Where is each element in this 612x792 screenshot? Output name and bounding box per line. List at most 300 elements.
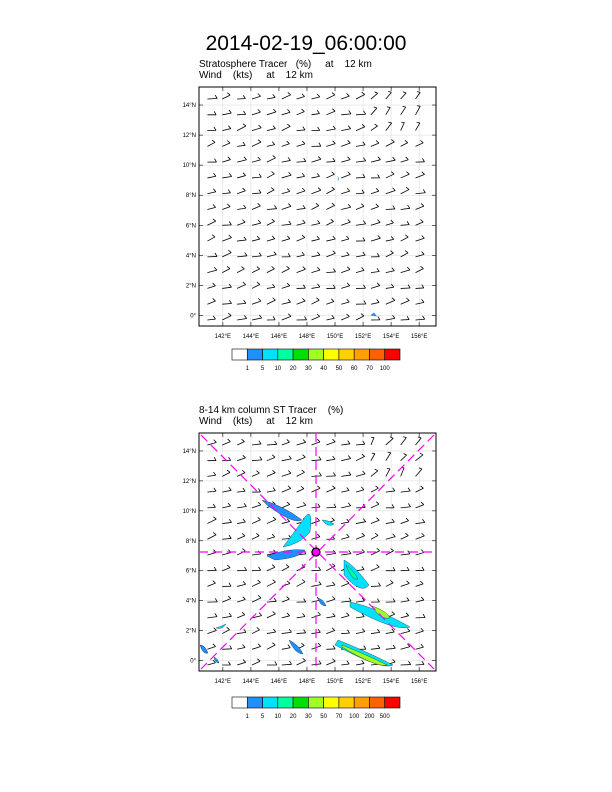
wind-barb	[356, 456, 365, 460]
wind-barb	[207, 98, 217, 99]
wind-barb-flag	[215, 613, 217, 616]
wind-barb	[341, 239, 349, 241]
colorbar-label: 60	[350, 366, 358, 372]
wind-barb	[252, 554, 261, 555]
wind-barb	[207, 491, 216, 492]
wind-barb-flag	[349, 111, 351, 114]
wind-barb-flag	[317, 486, 320, 488]
wind-barb-flag	[317, 534, 320, 537]
tracer-contour	[318, 598, 326, 606]
wind-barb-flag	[241, 267, 244, 269]
tracer-contour	[267, 550, 305, 560]
lat-tick-label: 4°N	[185, 598, 196, 605]
wind-barb	[356, 536, 365, 540]
wind-barb-flag	[347, 661, 349, 664]
wind-barb	[326, 442, 335, 445]
wind-barb	[222, 552, 231, 555]
colorbar-swatch	[293, 697, 308, 708]
wind-barb	[297, 130, 305, 131]
wind-barb	[252, 112, 260, 115]
colorbar-swatch	[232, 349, 247, 360]
wind-barb-flag	[213, 219, 216, 221]
lat-tick-label: 8°N	[185, 538, 196, 545]
wind-barb-flag	[257, 659, 260, 661]
wind-barb	[267, 239, 275, 241]
wind-barb	[207, 237, 215, 241]
wind-barb-flag	[332, 518, 335, 521]
wind-barb-flag	[230, 645, 232, 648]
wind-barb	[222, 442, 230, 445]
wind-barb-flag	[287, 581, 290, 584]
wind-barb-flag	[408, 285, 410, 288]
wind-barb	[207, 442, 216, 445]
wind-barb-flag	[362, 629, 364, 632]
lon-tick-label: 146°E	[270, 679, 288, 685]
wind-barb	[282, 95, 291, 99]
wind-barb	[222, 193, 230, 194]
wind-barb	[222, 287, 231, 288]
wind-barb-flag	[213, 504, 215, 507]
wind-barb-flag	[213, 644, 216, 647]
wind-barb-flag	[272, 266, 275, 268]
tracer-contour	[342, 645, 387, 665]
wind-barb	[371, 504, 379, 508]
wind-barb	[386, 160, 395, 162]
wind-barb	[326, 302, 334, 305]
wind-barb-flag	[318, 188, 321, 191]
wind-barb	[252, 177, 261, 178]
wind-barb	[401, 536, 409, 540]
wind-barb	[222, 630, 229, 634]
wind-barb	[282, 473, 291, 476]
wind-barb	[401, 554, 410, 555]
wind-barb-flag	[258, 595, 261, 597]
wind-barb	[401, 208, 410, 209]
wind-barb-flag	[213, 189, 216, 192]
wind-barb-flag	[361, 204, 364, 207]
wind-barb-flag	[406, 613, 409, 616]
wind-barb-flag	[387, 107, 390, 108]
wind-barb	[252, 284, 260, 288]
wind-barb-flag	[422, 299, 424, 302]
wind-barb-flag	[258, 502, 261, 505]
wind-barb	[356, 145, 365, 147]
wind-barb-flag	[214, 111, 216, 114]
wind-barb-flag	[228, 190, 230, 193]
wind-barb	[237, 208, 246, 209]
wind-barb	[371, 143, 379, 146]
wind-barb	[371, 160, 381, 162]
wind-barb-flag	[391, 140, 394, 142]
wind-barb	[222, 129, 231, 131]
wind-barb-flag	[259, 567, 261, 570]
wind-barb	[267, 300, 276, 304]
wind-barb	[237, 303, 246, 304]
colorbar-label: 5	[260, 366, 265, 372]
wind-barb	[222, 207, 230, 210]
tracer-contour	[370, 312, 377, 316]
wind-barb-flag	[213, 517, 216, 519]
wind-barb	[222, 238, 231, 241]
wind-barb-flag	[376, 188, 379, 191]
wind-barb-flag	[333, 646, 335, 649]
wind-barb-flag	[422, 252, 425, 255]
tracer-contour	[338, 176, 339, 182]
wind-barb-flag	[303, 502, 306, 505]
wind-barb	[341, 616, 349, 618]
lat-tick-label: 0°	[190, 658, 196, 665]
wind-barb-flag	[406, 298, 409, 301]
wind-barb	[207, 663, 215, 665]
wind-barb	[222, 568, 230, 571]
lat-tick-label: 14°N	[182, 103, 196, 110]
wind-barb-flag	[317, 236, 320, 239]
colorbar-swatch	[385, 697, 400, 708]
wind-barb	[341, 174, 350, 178]
wind-barb	[416, 302, 425, 304]
wind-barb-flag	[319, 581, 321, 584]
wind-barb-flag	[287, 502, 290, 505]
wind-barb-flag	[229, 457, 231, 460]
wind-barb	[401, 174, 410, 178]
wind-barb-flag	[347, 534, 350, 537]
wind-barb-flag	[271, 188, 274, 190]
wind-barb	[267, 491, 276, 492]
wind-barb	[297, 633, 306, 634]
wind-barb	[237, 269, 244, 273]
wind-barb	[341, 459, 351, 461]
wind-barb	[386, 190, 395, 193]
wind-barb	[252, 444, 261, 445]
wind-barb-flag	[228, 662, 230, 665]
wind-barb-flag	[392, 298, 395, 301]
wind-barb-flag	[288, 92, 291, 94]
wind-barb	[282, 175, 291, 178]
wind-barb-flag	[403, 454, 406, 455]
colorbar-swatch	[278, 349, 293, 360]
wind-barb	[237, 536, 245, 539]
wind-barb	[237, 491, 245, 492]
wind-barb	[222, 95, 230, 99]
wind-barb	[401, 468, 404, 477]
wind-barb	[386, 453, 391, 461]
colorbar-label: 20	[289, 366, 297, 372]
wind-barb-flag	[258, 517, 261, 519]
wind-barb-flag	[388, 452, 391, 453]
wind-barb-flag	[302, 173, 304, 176]
panel1-subtitle-line2: Wind (kts) at 12 km	[199, 70, 313, 81]
wind-barb	[267, 97, 275, 99]
wind-barb	[297, 144, 305, 146]
wind-barb-flag	[258, 157, 261, 160]
wind-barb	[207, 630, 216, 633]
wind-barb	[282, 269, 290, 273]
wind-barb	[252, 239, 260, 241]
wind-barb	[311, 316, 319, 320]
wind-barb	[386, 522, 395, 523]
wind-barb	[297, 505, 306, 508]
wind-barb	[237, 662, 246, 665]
wind-barb	[252, 193, 261, 194]
wind-barb	[282, 144, 290, 147]
wind-barb-flag	[289, 221, 291, 224]
wind-barb-flag	[403, 106, 406, 107]
wind-barb-flag	[332, 564, 335, 566]
lat-tick-label: 12°N	[182, 478, 196, 485]
lat-tick-label: 6°N	[185, 223, 196, 230]
wind-barb-flag	[213, 298, 216, 301]
lat-tick-label: 10°N	[182, 163, 196, 170]
wind-barb	[237, 285, 246, 289]
colorbar-top	[232, 349, 400, 372]
wind-barb	[416, 269, 424, 273]
wind-barb-flag	[258, 298, 261, 301]
wind-barb-flag	[273, 155, 276, 157]
wind-barb-flag	[302, 298, 305, 301]
wind-barb-flag	[272, 219, 275, 221]
wind-barb-flag	[317, 94, 320, 97]
wind-barb-flag	[363, 221, 365, 224]
wind-barb-flag	[213, 316, 215, 319]
wind-barb-flag	[423, 614, 425, 617]
wind-barb-flag	[406, 172, 409, 174]
wind-barb	[237, 615, 245, 618]
wind-barb-flag	[243, 142, 245, 145]
wind-barb	[386, 223, 394, 225]
lon-tick-label: 156°E	[410, 679, 428, 685]
wind-barb-flag	[376, 204, 379, 207]
wind-barb	[341, 191, 350, 194]
wind-barb-flag	[333, 582, 335, 585]
wind-barb-flag	[243, 188, 246, 191]
wind-barb-flag	[316, 298, 319, 300]
wind-barb-flag	[393, 598, 395, 601]
wind-barb	[401, 507, 411, 508]
lat-tick-label: 6°N	[185, 568, 196, 575]
colorbar-label: 30	[305, 714, 312, 720]
wind-barb	[386, 583, 393, 587]
wind-barb	[222, 506, 230, 508]
wind-barb	[416, 536, 425, 539]
wind-barb-flag	[228, 503, 230, 506]
wind-barb	[401, 521, 409, 524]
wind-barb-flag	[377, 268, 379, 271]
wind-barb-flag	[259, 190, 261, 193]
wind-barb-flag	[244, 157, 247, 160]
lon-tick-label: 142°E	[214, 679, 232, 685]
wind-barb-flag	[212, 235, 215, 237]
wind-barb	[297, 176, 305, 178]
colorbar-label: 1	[245, 714, 249, 720]
wind-barb-flag	[347, 252, 350, 255]
wind-barb-flag	[244, 315, 246, 318]
wind-barb-flag	[227, 565, 230, 568]
wind-barb-flag	[302, 252, 304, 255]
wind-barb	[267, 614, 276, 618]
wind-barb-flag	[378, 316, 380, 319]
tracer-contour	[216, 624, 226, 629]
wind-barb	[356, 474, 365, 477]
wind-barb-flag	[391, 236, 393, 239]
wind-barb	[401, 160, 409, 162]
wind-barb-flag	[423, 189, 425, 192]
wind-barb-flag	[288, 157, 290, 160]
wind-barb-flag	[272, 172, 275, 174]
wind-barb-flag	[272, 142, 274, 145]
wind-barb-flag	[421, 597, 424, 600]
wind-barb-flag	[214, 457, 216, 460]
wind-barb-flag	[417, 92, 420, 93]
panel2-subtitle-line2: Wind (kts) at 12 km	[199, 416, 313, 427]
wind-barb-flag	[407, 628, 410, 631]
wind-barb-flag	[347, 93, 350, 96]
wind-barb-flag	[319, 472, 321, 475]
colorbar-swatch	[263, 349, 278, 360]
wind-barb	[282, 567, 289, 571]
wind-barb	[311, 97, 319, 99]
wind-barb	[341, 522, 349, 524]
wind-barb	[401, 584, 410, 587]
wind-barb-flag	[259, 441, 261, 444]
wind-barb	[371, 438, 374, 445]
wind-barb-flag	[229, 173, 231, 176]
wind-barb-flag	[287, 141, 290, 144]
wind-barb	[311, 585, 321, 587]
lon-tick-label: 144°E	[242, 334, 260, 340]
lon-tick-label: 144°E	[242, 679, 260, 685]
wind-barb	[401, 123, 405, 131]
wind-barb	[326, 553, 335, 555]
map-panel-top	[183, 87, 436, 340]
wind-barb-flag	[319, 143, 321, 146]
wind-barb-flag	[287, 439, 290, 442]
wind-barb-flag	[393, 188, 396, 191]
wind-barb	[252, 223, 261, 225]
wind-barb-flag	[243, 95, 245, 98]
wind-barb	[341, 160, 350, 163]
colorbar-label: 20	[289, 714, 297, 720]
wind-barb-flag	[390, 437, 393, 439]
wind-barb-flag	[229, 487, 231, 490]
wind-barb-flag	[303, 220, 306, 223]
wind-barb-flag	[273, 109, 276, 112]
wind-barb	[282, 302, 291, 304]
wind-barb	[297, 301, 306, 304]
wind-barb	[237, 191, 245, 194]
wind-barb-flag	[333, 613, 335, 616]
lon-tick-label: 156°E	[410, 334, 428, 340]
wind-barb-flag	[317, 110, 319, 113]
wind-barb	[311, 159, 320, 162]
wind-barb-flag	[301, 643, 304, 645]
colorbar-label: 70	[366, 366, 373, 372]
wind-barb-flag	[349, 472, 351, 475]
wind-barb-flag	[228, 439, 231, 442]
wind-barb-flag	[214, 567, 216, 570]
wind-barb	[222, 316, 231, 320]
wind-barb	[222, 177, 231, 178]
wind-barb	[371, 191, 379, 194]
wind-barb	[416, 552, 424, 555]
wind-barb-flag	[364, 111, 366, 114]
wind-barb-flag	[364, 646, 366, 649]
wind-barb-flag	[408, 503, 410, 506]
wind-barb	[297, 472, 305, 476]
wind-barb-flag	[377, 220, 380, 223]
wind-barb	[237, 240, 246, 241]
wind-barb-flag	[258, 580, 261, 582]
wind-barb-flag	[287, 597, 290, 600]
wind-barb	[326, 585, 335, 586]
wind-barb-flag	[378, 174, 380, 177]
wind-barb	[416, 469, 422, 476]
main-title: 2014-02-19_06:00:00	[205, 32, 407, 55]
wind-barb	[341, 491, 349, 493]
wind-barb	[282, 648, 291, 650]
wind-barb-flag	[303, 455, 306, 458]
wind-barb-flag	[420, 219, 423, 222]
wind-barb-flag	[302, 580, 305, 582]
wind-barb	[356, 444, 365, 445]
wind-barb-flag	[376, 502, 379, 504]
wind-barb	[207, 270, 216, 273]
wind-barb	[207, 583, 215, 586]
wind-barb	[371, 93, 378, 99]
wind-barb	[341, 664, 349, 665]
wind-barb	[326, 129, 335, 131]
wind-barb-flag	[242, 533, 245, 536]
lon-tick-label: 148°E	[298, 334, 316, 340]
wind-barb-flag	[348, 157, 351, 160]
wind-barb-flag	[214, 127, 216, 130]
lat-tick-label: 14°N	[182, 448, 196, 455]
wind-barb	[371, 567, 379, 571]
wind-barb	[341, 475, 351, 476]
wind-barb	[267, 645, 275, 649]
wind-barb	[326, 239, 335, 241]
wind-barb	[237, 319, 247, 320]
wind-barb	[341, 114, 351, 115]
wind-barb	[311, 239, 319, 241]
wind-barb	[416, 600, 424, 602]
wind-barb-flag	[304, 598, 306, 601]
wind-barb-flag	[391, 284, 393, 287]
wind-barb-flag	[348, 503, 350, 506]
wind-barb-flag	[317, 314, 320, 316]
wind-barb-flag	[227, 93, 230, 95]
wind-barb-flag	[319, 457, 321, 460]
wind-barb-flag	[374, 107, 377, 108]
wind-barb	[326, 111, 335, 115]
wind-barb	[386, 491, 395, 492]
wind-barb	[222, 616, 231, 618]
wind-barb-flag	[317, 173, 319, 176]
wind-barb	[252, 269, 260, 273]
colorbar-label: 1	[245, 366, 249, 372]
wind-barb	[326, 189, 334, 193]
wind-barb	[416, 106, 421, 115]
wind-barb-flag	[423, 316, 425, 319]
wind-barb-flag	[378, 583, 380, 586]
wind-barb	[401, 270, 410, 273]
wind-barb	[282, 112, 290, 115]
wind-barb	[252, 142, 261, 146]
colorbar-swatch	[324, 349, 339, 360]
lat-tick-label: 2°N	[185, 628, 196, 635]
wind-barb	[267, 567, 275, 570]
wind-barb-flag	[347, 487, 349, 490]
wind-barb	[207, 301, 215, 304]
